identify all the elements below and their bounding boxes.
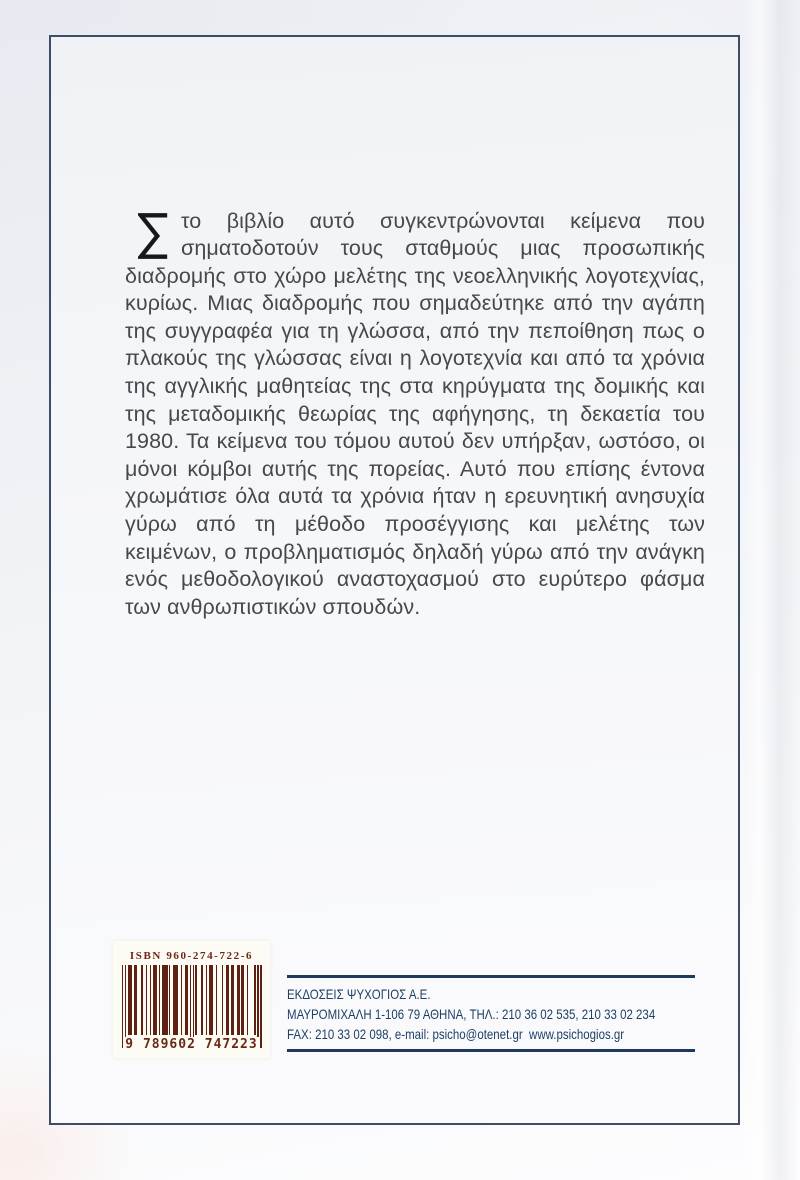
drop-cap-sigma xyxy=(138,212,170,260)
publisher-block xyxy=(287,975,695,1052)
blurb-text: το βιβλίο αυτό συγκεντρώνονται κείμενα που σηματοδοτούν τους σταθμούς μιας προσωπικής διαδρομής στο χώρο μελέτης της νεοελληνικής λογοτεχνίας, κυρίως. Μιας διαδρομής που σημαδεύτηκε από την αγάπη της συγγραφέα για τη γλώσσα, από την πεποίθηση πως ο πλακούς της γλώσσας είναι η λογοτεχνία και από τα χρόνια της αγγλικής μαθητείας της στα κηρύγματα της δομικής και της μεταδομικής θεωρίας της αφήγησης, τη δεκαετία του 1980. Τα κείμενα του τόμου αυτού δεν υπήρξαν, ωστόσο, οι μόνοι κόμβοι αυτής της πορείας. Αυτό που επίσης έντονα χρωμάτισε όλα αυτά τα χρόνια ήταν η ερευνητική ανησυχία γύρω από τη μέθοδο προσέγγισης και μελέτης των κειμένων, ο προβληματισμός δηλαδή γύρω από την ανάγκη ενός μεθοδολογικού αναστοχασμού στο ευρύτερο φάσμα των ανθρωπιστικών σπουδών. xyxy=(125,208,705,619)
publisher-address-phone: ΜΑΥΡΟΜΙΧΑΛΗ 1-106 79 ΑΘΗΝΑ, ΤΗΛ.: 210 36 02 535, 210 33 02 234 xyxy=(287,1006,656,1022)
publisher-fax-email-web: FAX: 210 33 02 098, e-mail: psicho@otenet.gr www.psichogios.gr xyxy=(287,1026,625,1042)
blurb-paragraph xyxy=(125,208,705,622)
isbn-label: ISBN 960-274-722-6 xyxy=(129,950,254,962)
barcode-digits: 9 789602 747223 xyxy=(125,1037,258,1052)
barcode xyxy=(113,941,270,1058)
publisher-name: ΕΚΔΟΣΕΙΣ ΨΥΧΟΓΙΟΣ Α.Ε. xyxy=(287,986,431,1002)
